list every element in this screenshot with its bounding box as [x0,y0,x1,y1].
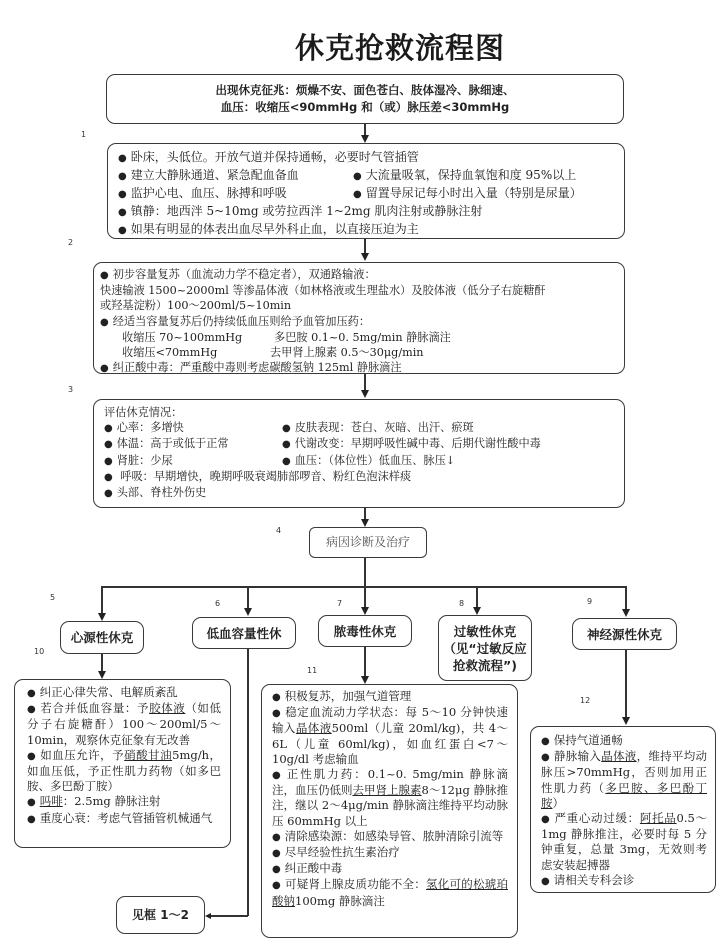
arrow-down-icon [622,609,630,617]
connector-line [247,649,249,916]
cardiogenic-item [27,794,221,810]
septic-item [272,705,508,767]
septic-shock-box [318,615,412,647]
step-number-9: 9 [587,597,593,606]
step-number-4: 4 [276,526,282,535]
connector-line [476,586,478,608]
arrow-down-icon [622,717,630,725]
arrow-down-icon [361,135,369,143]
vasopressor-drug: 去甲肾上腺素 0.5～30μg/min [270,346,424,360]
shock-signs-line-2: 血压：收缩压<90mmHg 和（或）脉压差<30mmHg [220,100,510,114]
septic-item: ● 积极复苏，加强气道管理 [272,689,508,705]
septic-item: ● 尽早经验性抗生素治疗 [272,845,508,861]
hypovolemic-shock-label: 低血容量性休 [206,625,282,641]
initial-item: ● 建立大静脉通道、紧急配血备血 [118,167,353,185]
connector-line [364,239,366,254]
neurogenic-shock-label: 神经源性休克 [586,626,662,642]
connector-line [247,586,249,609]
drug-atropine: 阿托品 [639,811,677,826]
assessment-item: ● 肾脏：少尿 [104,453,282,469]
arrow-down-icon [473,607,481,615]
initial-item: ● 大流量吸氧，保持血氧饱和度 95%以上 [353,168,576,182]
step-number-11: 11 [307,666,318,675]
drug-morphine: 吗啡 [39,794,63,809]
anaphylactic-reference: 抢救流程”) [453,657,517,673]
cardiogenic-shock-box [60,621,144,654]
fluid-item: ● 初步容量复苏（血流动力学不稳定者），双通路输液： [100,267,624,283]
see-box-label: 见框 1～2 [132,907,189,922]
page-title: 休克抢救流程图 [294,31,505,65]
septic-text: 正性肌力药：0.1~0. 5mg/min 静脉滴注，血压仍低则 [272,767,509,798]
cardiogenic-text: （如低分子右旋糖酐）100～200ml/5～10min，观察休克征象有无改善 [27,701,222,747]
septic-item: ● 纠正酸中毒 [272,861,508,877]
drug-norepinephrine: 去甲肾上腺素 [352,783,422,798]
arrow-left-icon [205,913,211,919]
assessment-box [93,399,625,508]
assessment-item: ● 心率：多增快 [104,420,282,436]
drug-crystalloid: 晶体液 [601,749,637,764]
neurogenic-text: 严重心动过缓： [554,811,640,826]
anaphylactic-shock-box [438,615,532,681]
arrow-down-icon [361,253,369,261]
cardiogenic-item: ● 重度心衰：考虑气管插管机械通气 [27,811,221,827]
neurogenic-shock-box [572,618,677,650]
cardiogenic-text: 如血压允许，予 [40,747,125,762]
connector-line [625,586,627,610]
septic-text: 8～12μg 静脉推注，继以 2～4μg/min 静脉滴注维持平均动脉压 60mmHg 以上 [272,783,509,828]
cardiogenic-item [27,748,221,795]
diagnosis-box: 病因诊断及治疗 [309,527,427,558]
arrow-down-icon [361,519,369,527]
cardiogenic-item: ● 纠正心律失常、电解质紊乱 [27,685,221,701]
septic-text: 500ml（儿童 20ml/kg)，共 4～6L（儿童 60ml/kg)，如血红蛋白<7～10g/dl 考虑输血 [272,721,509,766]
connector-line [364,558,366,586]
septic-treatment-box [261,684,518,938]
initial-item: ● 卧床，头低位。开放气道并保持通畅，必要时气管插管 [118,149,624,167]
neurogenic-text: 静脉输入 [554,749,602,764]
step-number-10: 10 [34,647,45,656]
cardiogenic-treatment-box [14,679,231,848]
septic-shock-label: 脓毒性休克 [333,623,397,639]
fluid-resuscitation-box [93,262,625,374]
drug-crystalloid: 晶体液 [295,721,332,736]
step-number-8: 8 [459,599,465,608]
vasopressor-condition: 收缩压 70~100mmHg [122,330,243,344]
drug-hydrocortisone: 氢化可的松琥珀酸钠 [272,877,509,908]
step-number-2: 2 [68,238,74,247]
assessment-item: ● 血压：（体位性）低血压、脉压↓ [282,454,455,467]
connector-line [364,374,366,391]
fluid-item: ● 纠正酸中毒：严重酸中毒则考虑碳酸氢钠 125ml 静脉滴注 [100,360,624,376]
step-number-5: 5 [50,593,56,602]
connector-line [210,915,248,917]
arrow-down-icon [361,676,369,684]
arrow-down-icon [98,671,106,679]
step-number-12: 12 [580,696,591,705]
connector-line [101,654,103,672]
arrow-down-icon [361,607,369,615]
shock-signs-box [106,74,624,124]
see-box-reference [116,896,205,934]
arrow-down-icon [361,390,369,398]
connector-line [364,647,366,677]
assessment-item: ● 头部、脊柱外伤史 [104,485,624,501]
vasopressor-condition: 收缩压<70mmHg [122,346,218,360]
initial-item: ● 监护心电、血压、脉搏和呼吸 [118,185,353,203]
drug-colloid: 胶体液 [149,701,186,716]
septic-text: 稳定血流动力学状态：每 5～10 分钟快速输入 [272,705,508,736]
septic-item: ● 清除感染源：如感染导管、脓肿清除引流等 [272,829,508,845]
anaphylactic-reference: （见“过敏反应 [443,640,527,656]
septic-item [272,767,508,829]
step-number-1: 1 [81,130,87,139]
fluid-detail: 或羟基淀粉）100～200ml/5~10min [100,299,292,313]
assessment-item: ● 体温：高于或低于正常 [104,436,282,452]
hypovolemic-shock-box [192,617,296,649]
initial-management-box [107,143,625,239]
connector-line [625,650,627,718]
neurogenic-treatment-box [530,726,716,893]
arrow-down-icon [244,608,252,616]
neurogenic-text: ，维持平均动脉压>70mmHg，否则加用正性肌力药（ [541,749,708,795]
neurogenic-item: ● 请相关专科会诊 [541,873,707,889]
septic-text: 可疑肾上腺皮质功能不全： [284,877,426,892]
initial-item: ● 留置导尿记每小时出入量（特别是尿量） [353,186,582,200]
step-number-3: 3 [68,385,74,394]
fluid-detail: 快速输液 1500~2000ml 等渗晶体液（如林格液或生理盐水）及胶体液（低分子右旋糖酐 [100,284,546,298]
septic-item [272,877,508,908]
assessment-item: ● 呼吸：早期增快，晚期呼吸衰竭肺部啰音、粉红色泡沫样痰 [104,469,624,485]
drug-nitroglycerin: 硝酸甘油 [124,747,173,762]
cardiogenic-text: ：2.5mg 静脉注射 [62,794,161,809]
step-number-6: 6 [215,599,221,608]
cardiogenic-shock-label: 心源性休克 [70,630,134,645]
assessment-item: ● 代谢改变：早期呼吸性碱中毒、后期代谢性酸中毒 [282,437,541,450]
neurogenic-text: ） [552,795,564,810]
neurogenic-text: 0.5～1mg 静脉推注，必要时每 5 分钟重复，总量 3mg，无效则考虑安装起搏器 [541,811,708,872]
connector-line [101,586,103,614]
arrow-down-icon [98,613,106,621]
assessment-item: ● 皮肤表现：苍白、灰暗、出汗、瘀斑 [282,421,474,434]
assessment-heading: 评估休克情况： [104,406,183,419]
cardiogenic-item [27,701,221,748]
vasopressor-drug: 多巴胺 0.1~0. 5mg/min 静脉滴注 [274,330,451,344]
initial-item: ● 镇静：地西泮 5~10mg 或劳拉西泮 1~2mg 肌肉注射或静脉注射 [118,203,624,221]
shock-signs-line-1: 出现休克征兆：烦燥不安、面色苍白、肢体湿冷、脉细速、 [215,83,515,97]
connector-line [364,586,366,608]
cardiogenic-text: 5mg/h，如血压低，予正性肌力药物（如多巴胺、多巴酚丁胺） [27,747,221,794]
neurogenic-item [541,811,707,873]
step-number-7: 7 [337,599,343,608]
septic-text: 100mg 静脉滴注 [295,893,385,908]
anaphylactic-shock-label: 过敏性休克 [453,623,517,639]
fluid-item: ● 经适当容量复苏后仍持续低血压则给予血管加压药： [100,314,624,330]
cardiogenic-text: 若合并低血容量：予 [40,701,150,716]
neurogenic-item: ● 保持气道通畅 [541,733,707,749]
initial-item: ● 如果有明显的体表出血尽早外科止血，以直接压迫为主 [118,221,624,239]
neurogenic-item [541,749,707,811]
drug-inotropes: 多巴胺、多巴酚丁胺 [541,780,707,810]
